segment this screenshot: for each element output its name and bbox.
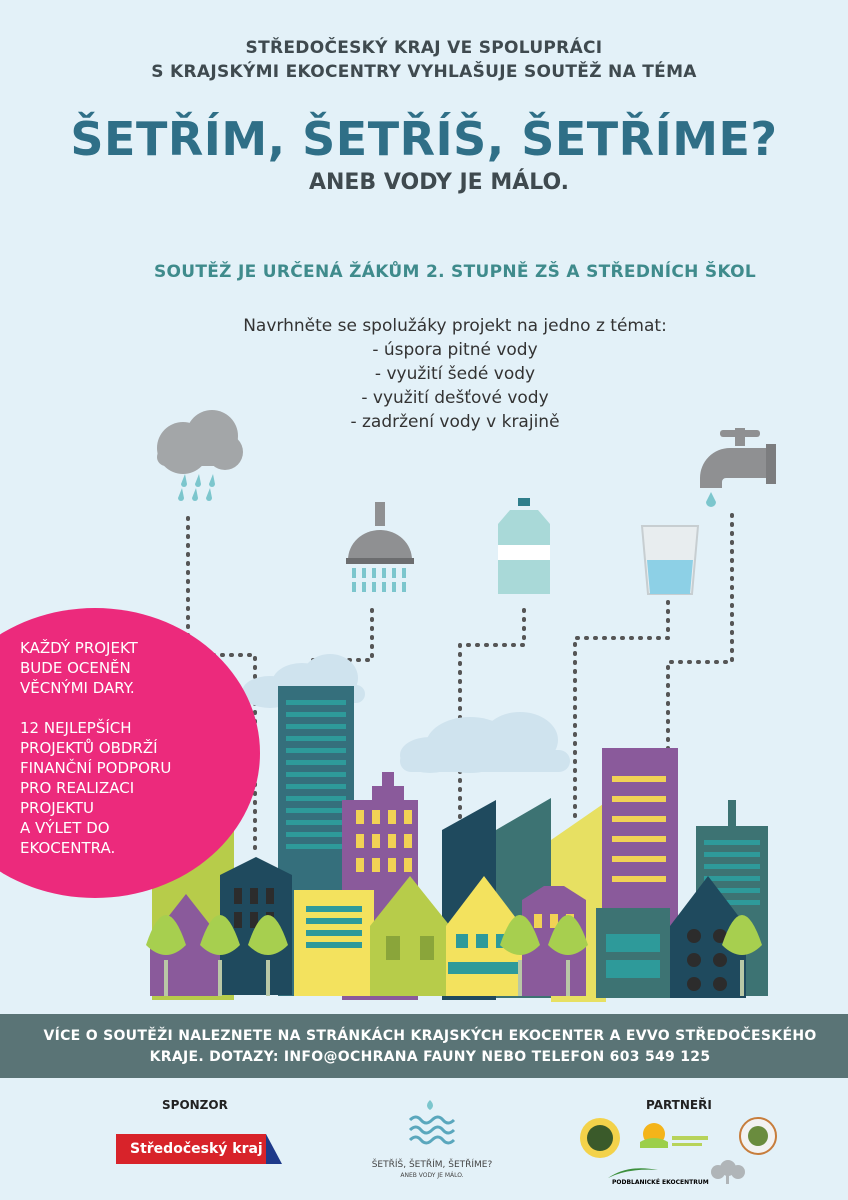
shower-icon	[346, 502, 414, 592]
info-banner-text	[30, 1026, 830, 1068]
page-title: ŠETŘÍM, ŠETŘÍŠ, ŠETŘÍME?	[70, 112, 778, 166]
award-line: FINANČNÍ PODPORU	[20, 759, 172, 777]
award-line: VĚCNÝMI DARY.	[20, 679, 135, 697]
award-line: 12 NEJLEPŠÍCH	[20, 719, 132, 737]
topic-item: - úspora pitné vody	[372, 340, 538, 360]
banner-line-2: KRAJE. DOTAZY: INFO@OCHRANA FAUNY NEBO TELEFON 603 549 125	[149, 1049, 711, 1065]
award-line: EKOCENTRA.	[20, 839, 116, 857]
sponsor-logo[interactable]	[116, 1134, 282, 1164]
water-glass-icon	[642, 526, 698, 594]
partner-text: PODBLANICKÉ EKOCENTRUM	[612, 1179, 709, 1186]
intro-line-2: S KRAJSKÝMI EKOCENTRY VYHLAŠUJE SOUTĚŽ NA TÉMA	[151, 62, 697, 82]
target-audience: SOUTĚŽ JE URČENÁ ŽÁKŮM 2. STUPNĚ ZŠ A STŘEDNÍCH ŠKOL	[153, 262, 757, 282]
award-line: PROJEKTŮ OBDRŽÍ	[20, 739, 158, 757]
topics-intro: Navrhněte se spolužáky projekt na jedno z témat:	[243, 316, 667, 336]
award-line: PRO REALIZACI	[20, 779, 135, 797]
page-subtitle: ANEB VODY JE MÁLO.	[308, 170, 570, 195]
sponsor-label: SPONZOR	[162, 1098, 228, 1112]
partner-logos	[578, 1114, 788, 1190]
sponsor-logo-text: Středočeský kraj	[116, 1134, 266, 1164]
center-logo-text: ŠETŘÍŠ, ŠETŘÍM, ŠETŘÍME?	[371, 1160, 493, 1170]
podblanicke-ekocentrum-logo-icon	[608, 1168, 658, 1178]
award-line: BUDE OCENĚN	[20, 659, 131, 677]
banner-line-1: VÍCE O SOUTĚŽI NALEZNETE NA STRÁNKÁCH KRAJSKÝCH EKOCENTER A EVVO STŘEDOČESKÉHO	[43, 1028, 817, 1044]
award-line: A VÝLET DO	[20, 819, 110, 837]
award-line: KAŽDÝ PROJEKT	[20, 639, 138, 657]
tree-logo-icon	[711, 1160, 745, 1184]
topic-item: - využití dešťové vody	[361, 388, 549, 408]
round-badge-logo-icon	[740, 1118, 776, 1154]
water-bottle-icon	[498, 498, 550, 594]
award-line: PROJEKTU	[20, 799, 94, 817]
partners-label: PARTNEŘI	[646, 1098, 712, 1112]
intro-line-1: STŘEDOČESKÝ KRAJ VE SPOLUPRÁCI	[245, 38, 603, 58]
wave-logo-icon	[404, 1096, 460, 1156]
topic-item: - zadržení vody v krajině	[350, 412, 560, 432]
award-text	[20, 638, 220, 858]
ochrana-fauny-logo-icon	[580, 1118, 620, 1158]
center-logo-sub: ANEB VODY JE MÁLO.	[400, 1172, 464, 1179]
logo-stripe	[266, 1134, 282, 1164]
award-line	[20, 698, 220, 718]
sun-logo-icon	[640, 1123, 668, 1148]
faucet-icon	[700, 428, 776, 507]
rain-cloud-icon	[157, 410, 243, 501]
topic-item: - využití šedé vody	[374, 364, 536, 384]
